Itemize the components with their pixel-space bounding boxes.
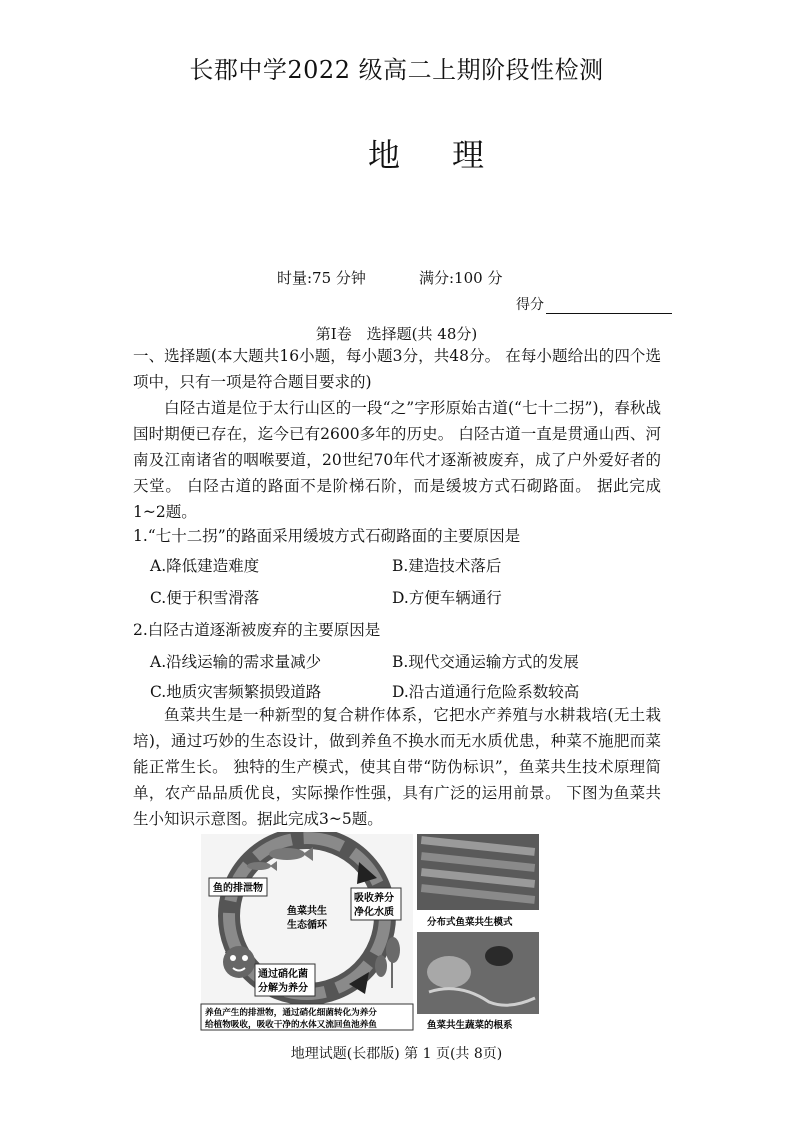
- bacteria-icon: [223, 946, 255, 978]
- photo-root-system: [417, 932, 539, 1014]
- question-2-option-b: B.现代交通运输方式的发展: [392, 653, 579, 671]
- score-label: 得分: [516, 297, 544, 313]
- center-label-2: 生态循环: [287, 920, 327, 931]
- question-1-option-d: D.方便车辆通行: [392, 589, 502, 607]
- section-heading: 第Ⅰ卷 选择题(共 48分): [315, 325, 478, 343]
- fish-waste-label: 鱼的排泄物: [213, 883, 263, 894]
- passage-1: 白陉古道是位于太行山区的一段“之”字形原始古道(“七十二拐”)，春秋战国时期便已存在，迄今已有2600多年的历史。 白陉古道一直是贯通山西、河南及江南诸省的咽喉要道，20世纪70年代才逐渐被废弃，成了户外爱好者的天堂。 白陉古道的路面不是阶梯石阶，而是缓坡方式石砌路面。 据此完成1~2题。: [133, 399, 661, 521]
- subject-title: 地理: [368, 136, 537, 174]
- full-score: 满分:100 分: [419, 269, 503, 287]
- question-1-option-b: B.建造技术落后: [392, 557, 502, 575]
- question-2-option-c: C.地质灾害频繁损毁道路: [150, 683, 322, 701]
- page-footer: 地理试题(长郡版) 第 1 页(共 8页): [290, 1046, 503, 1062]
- absorb-label-1: 吸收养分: [354, 893, 394, 904]
- section-instructions: 一、选择题(本大题共16小题，每小题3分，共48分。 在每小题给出的四个选项中，只有一项是符合题目要求的): [133, 347, 661, 391]
- aquaponics-figure: [199, 832, 541, 1032]
- question-1-option-c: C.便于积雪滑落: [150, 589, 260, 607]
- caption-line-2: 给植物吸收，吸收干净的水体又流回鱼池养鱼: [205, 1020, 377, 1030]
- bacteria-label-1: 通过硝化菌: [258, 969, 308, 980]
- caption-line-1: 养鱼产生的排泄物，通过硝化细菌转化为养分: [205, 1008, 377, 1018]
- absorb-label-2: 净化水质: [354, 907, 394, 918]
- passage-2: 鱼菜共生是一种新型的复合耕作体系，它把水产养殖与水耕栽培(无土栽培)，通过巧妙的生态设计，做到养鱼不换水而无水质优患，种菜不施肥而菜能正常生长。 独特的生产模式，使其自带“防伪标识”，鱼菜共生技术原理简单，农产品品质优良，实际操作性强，具有广泛的运用前景。 下图为鱼菜共生小知识示意图。据此完成3~5题。: [133, 706, 661, 828]
- exam-title: 长郡中学2022 级高二上期阶段性检测: [189, 56, 604, 84]
- question-2-stem: 2.白陉古道逐渐被废弃的主要原因是: [133, 621, 381, 639]
- score-field: [516, 294, 672, 314]
- photo-1-label: 分布式鱼菜共生模式: [427, 917, 513, 928]
- question-2-option-a: A.沿线运输的需求量减少: [150, 653, 322, 671]
- question-1-stem: 1.“七十二拐”的路面采用缓坡方式石砌路面的主要原因是: [133, 527, 521, 545]
- center-label-1: 鱼菜共生: [287, 906, 327, 917]
- score-blank: [546, 299, 672, 314]
- question-2-option-d: D.沿古道通行危险系数较高: [392, 683, 580, 701]
- photo-2-label: 鱼菜共生蔬菜的根系: [427, 1020, 513, 1031]
- bacteria-label-2: 分解为养分: [258, 983, 308, 994]
- question-1-option-a: A.降低建造难度: [150, 557, 260, 575]
- photo-distributed-model: [417, 834, 539, 910]
- time-limit: 时量:75 分钟: [277, 269, 366, 287]
